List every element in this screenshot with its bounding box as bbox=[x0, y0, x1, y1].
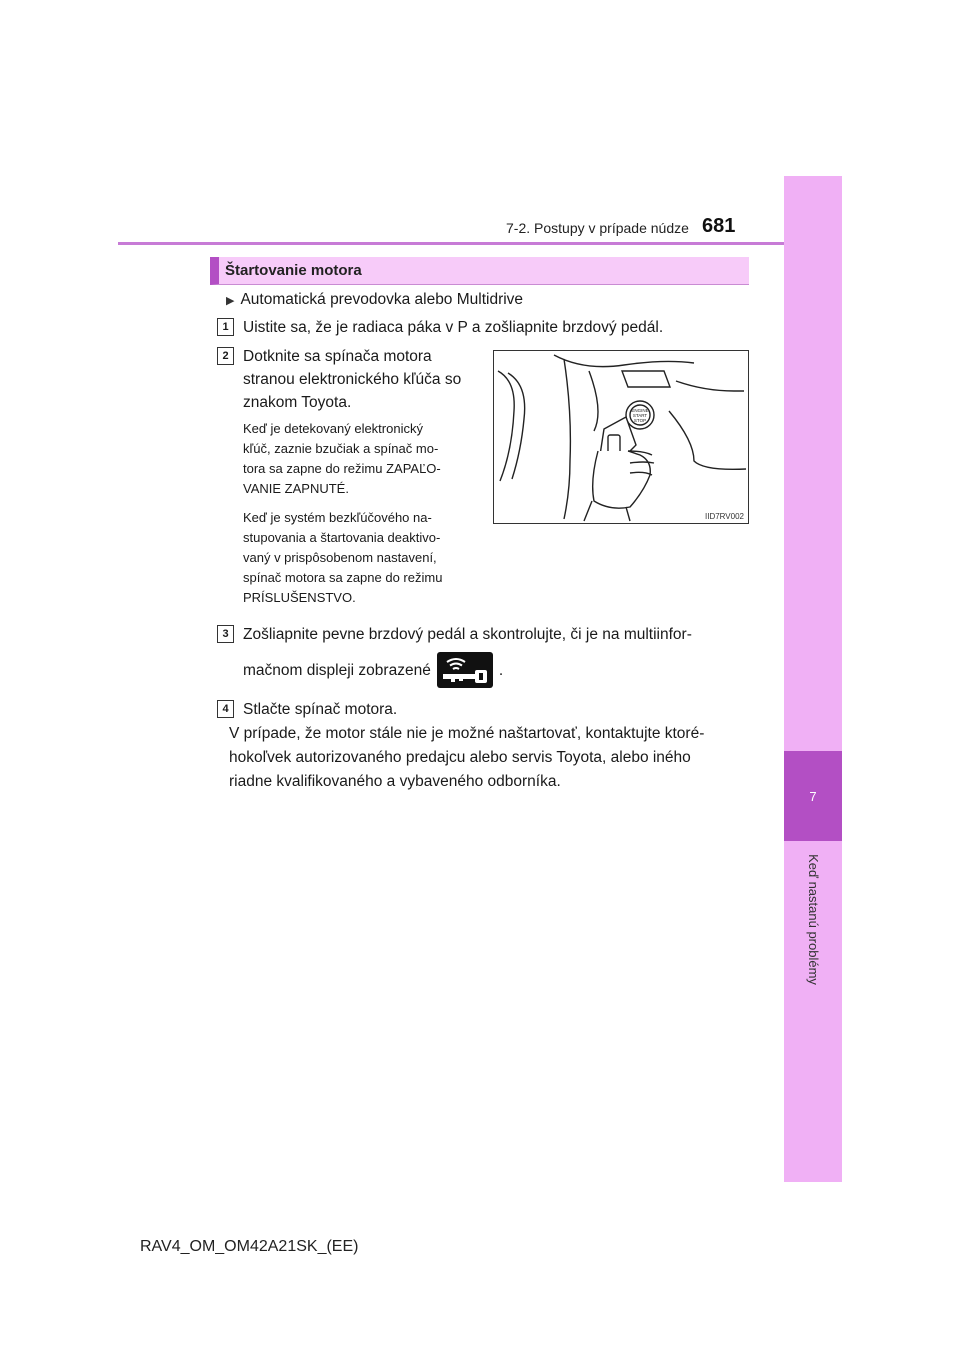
chapter-title: Keď nastanú problémy bbox=[805, 853, 821, 985]
button-label-engine: ENGINE bbox=[631, 408, 649, 413]
step-2-note-1 bbox=[243, 419, 478, 499]
step-2-note-2 bbox=[243, 508, 478, 608]
section-title-bar bbox=[210, 257, 749, 285]
document-code: RAV4_OM_OM42A21SK_(EE) bbox=[140, 1238, 359, 1255]
section-title: Štartovanie motora bbox=[225, 262, 362, 279]
page-number: 681 bbox=[702, 215, 736, 237]
button-label-stop: STOP bbox=[633, 418, 647, 423]
note-line: Keď je systém bezkľúčového na- bbox=[243, 510, 432, 525]
transmission-bullet bbox=[226, 291, 523, 309]
step-number-3: 3 bbox=[217, 625, 234, 643]
note-line: Keď je detekovaný elektronický bbox=[243, 421, 423, 436]
step-number-1: 1 bbox=[217, 318, 234, 336]
header-section-title: 7-2. Postupy v prípade núdze bbox=[506, 220, 689, 236]
note-line: kľúč, zaznie bzučiak a spínač mo- bbox=[243, 441, 439, 456]
illustration-drawing bbox=[494, 351, 747, 522]
step-3-line-1: Zošliapnite pevne brzdový pedál a skontrolujte, či je na multiinfor- bbox=[243, 626, 692, 643]
triangle-bullet-icon: ▶ bbox=[226, 294, 235, 307]
closing-paragraph bbox=[229, 722, 744, 794]
chapter-number: 7 bbox=[784, 751, 842, 841]
closing-line: V prípade, že motor stále nie je možné naštartovať, kontaktujte ktoré- bbox=[229, 725, 705, 742]
engine-switch-illustration bbox=[493, 350, 749, 524]
step-1-text: Uistite sa, že je radiaca páka v P a zošliapnite brzdový pedál. bbox=[243, 319, 664, 336]
note-line: tora sa zapne do režimu ZAPAĽO- bbox=[243, 461, 441, 476]
step-number-2: 2 bbox=[217, 347, 234, 365]
bullet-text: Automatická prevodovka alebo Multidrive bbox=[240, 291, 524, 308]
step-2-line: stranou elektronického kľúča so bbox=[243, 371, 462, 388]
note-line: spínač motora sa zapne do režimu bbox=[243, 570, 443, 585]
note-line: vaný v prispôsobenom nastavení, bbox=[243, 550, 437, 565]
step-3-text-after: . bbox=[498, 661, 504, 679]
step-number-4: 4 bbox=[217, 700, 234, 718]
key-indicator-icon bbox=[437, 652, 493, 688]
step-2-text bbox=[243, 345, 478, 414]
step-3-text-before: mačnom displeji zobrazené bbox=[243, 661, 431, 679]
note-line: VANIE ZAPNUTÉ. bbox=[243, 481, 349, 496]
header-rule bbox=[118, 242, 784, 245]
button-label-start: START bbox=[632, 413, 648, 418]
chapter-title-vertical bbox=[788, 844, 838, 994]
chapter-side-tab bbox=[784, 176, 842, 1182]
step-3-line-2 bbox=[243, 648, 748, 692]
step-2-line: znakom Toyota. bbox=[243, 394, 352, 411]
closing-line: hokoľvek autorizovaného predajcu alebo servis Toyota, alebo iného bbox=[229, 749, 691, 766]
figure-id: IID7RV002 bbox=[705, 512, 744, 521]
closing-line: riadne kvalifikovaného a vybaveného odborníka. bbox=[229, 773, 561, 790]
step-4-text: Stlačte spínač motora. bbox=[243, 701, 398, 718]
note-line: PRÍSLUŠENSTVO. bbox=[243, 590, 356, 605]
note-line: stupovania a štartovania deaktivo- bbox=[243, 530, 441, 545]
step-2-line: Dotknite sa spínača motora bbox=[243, 348, 432, 365]
